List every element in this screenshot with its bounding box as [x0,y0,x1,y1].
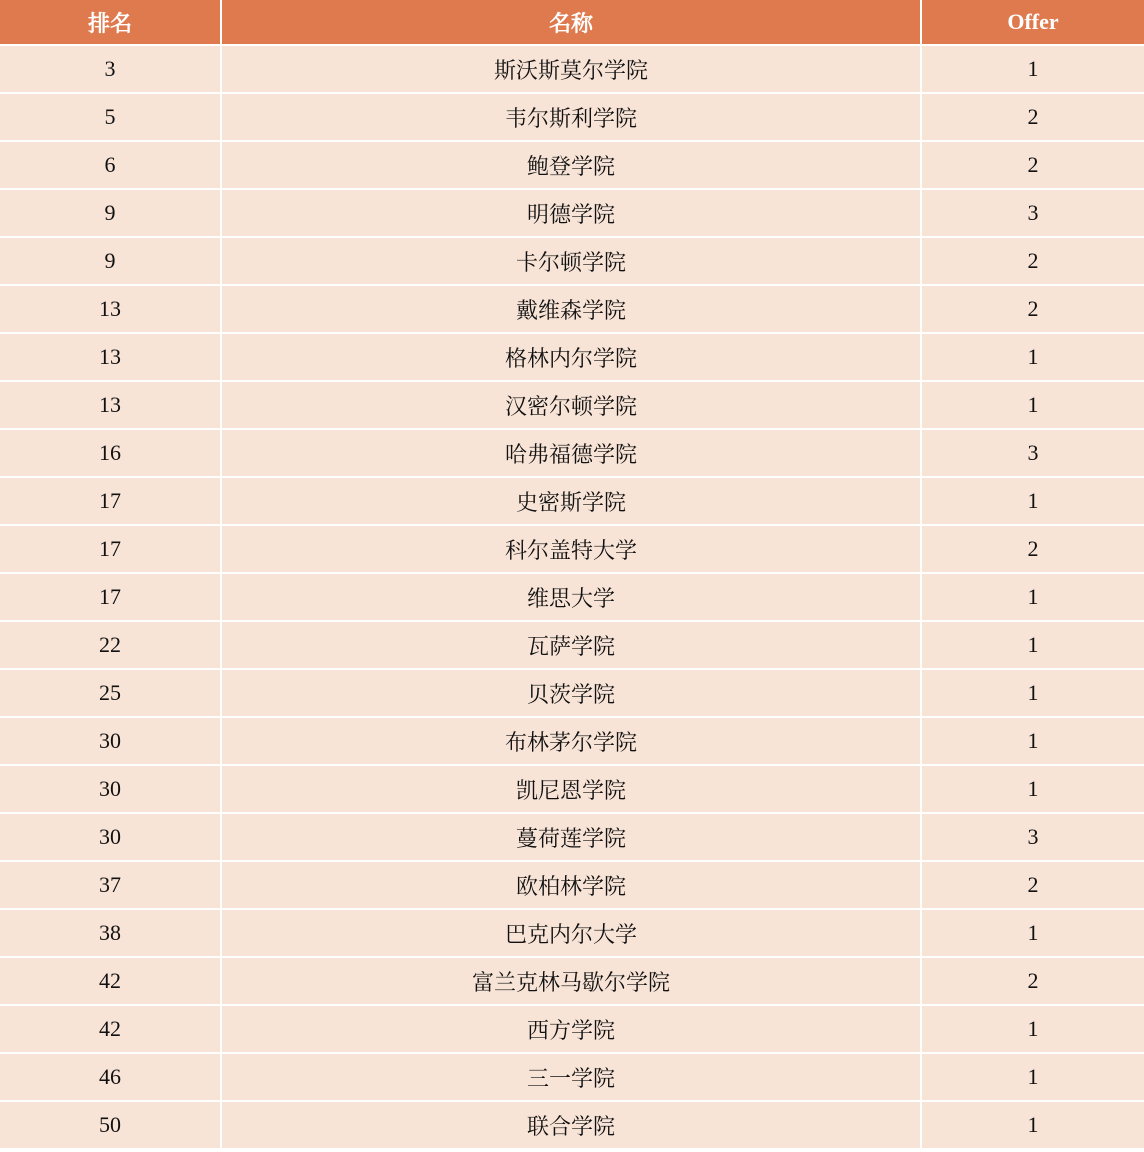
table-row [0,382,1144,430]
offer-cell: 1 [922,46,1144,94]
name-cell: 汉密尔顿学院 [222,382,922,430]
name-cell: 三一学院 [222,1054,922,1102]
name-cell: 富兰克林马歇尔学院 [222,958,922,1006]
offer-cell: 3 [922,430,1144,478]
name-cell: 贝茨学院 [222,670,922,718]
table-row [0,670,1144,718]
name-cell: 西方学院 [222,1006,922,1054]
rank-cell: 17 [0,574,222,622]
rank-cell: 42 [0,1006,222,1054]
rank-cell: 16 [0,430,222,478]
rank-cell: 17 [0,478,222,526]
offer-cell: 1 [922,1006,1144,1054]
offer-cell: 3 [922,814,1144,862]
name-cell: 史密斯学院 [222,478,922,526]
rank-cell: 22 [0,622,222,670]
rank-cell: 30 [0,766,222,814]
table-header [0,0,1144,46]
offer-cell: 2 [922,94,1144,142]
rank-cell: 42 [0,958,222,1006]
offer-cell: 1 [922,670,1144,718]
name-cell: 布林茅尔学院 [222,718,922,766]
name-cell: 鲍登学院 [222,142,922,190]
name-cell: 瓦萨学院 [222,622,922,670]
table-body [0,46,1144,1150]
rank-cell: 9 [0,190,222,238]
rank-cell: 37 [0,862,222,910]
offer-cell: 2 [922,958,1144,1006]
name-cell: 卡尔顿学院 [222,238,922,286]
offer-cell: 1 [922,1102,1144,1150]
table-row [0,46,1144,94]
header-rank: 排名 [0,0,222,46]
rank-cell: 46 [0,1054,222,1102]
rank-cell: 5 [0,94,222,142]
name-cell: 韦尔斯利学院 [222,94,922,142]
offer-cell: 1 [922,766,1144,814]
table-row [0,286,1144,334]
offer-cell: 2 [922,862,1144,910]
header-offer: Offer [922,0,1144,46]
table-row [0,190,1144,238]
offer-cell: 1 [922,478,1144,526]
table-row [0,1006,1144,1054]
table-row [0,814,1144,862]
name-cell: 科尔盖特大学 [222,526,922,574]
name-cell: 欧柏林学院 [222,862,922,910]
rank-cell: 13 [0,286,222,334]
offer-cell: 2 [922,526,1144,574]
name-cell: 巴克内尔大学 [222,910,922,958]
offer-cell: 1 [922,334,1144,382]
name-cell: 蔓荷莲学院 [222,814,922,862]
name-cell: 凯尼恩学院 [222,766,922,814]
offer-cell: 1 [922,574,1144,622]
header-name: 名称 [222,0,922,46]
rank-cell: 38 [0,910,222,958]
rank-cell: 30 [0,814,222,862]
rank-cell: 13 [0,382,222,430]
table-row [0,430,1144,478]
table-row [0,862,1144,910]
table-row [0,334,1144,382]
offer-cell: 1 [922,622,1144,670]
offer-cell: 2 [922,238,1144,286]
table-row [0,622,1144,670]
table-row [0,1054,1144,1102]
table-row [0,526,1144,574]
rank-cell: 6 [0,142,222,190]
offer-cell: 1 [922,382,1144,430]
name-cell: 斯沃斯莫尔学院 [222,46,922,94]
table-row [0,1102,1144,1150]
table-row [0,478,1144,526]
name-cell: 明德学院 [222,190,922,238]
table-row [0,574,1144,622]
rank-cell: 9 [0,238,222,286]
name-cell: 联合学院 [222,1102,922,1150]
table-row [0,766,1144,814]
name-cell: 戴维森学院 [222,286,922,334]
rank-cell: 25 [0,670,222,718]
rank-cell: 17 [0,526,222,574]
table-row [0,238,1144,286]
name-cell: 格林内尔学院 [222,334,922,382]
rank-cell: 50 [0,1102,222,1150]
table-row [0,94,1144,142]
name-cell: 哈弗福德学院 [222,430,922,478]
rank-cell: 3 [0,46,222,94]
rank-cell: 30 [0,718,222,766]
table-row [0,958,1144,1006]
offer-cell: 2 [922,286,1144,334]
offer-cell: 2 [922,142,1144,190]
rank-cell: 13 [0,334,222,382]
header-row [0,0,1144,46]
offer-cell: 1 [922,910,1144,958]
table-row [0,718,1144,766]
offer-cell: 1 [922,718,1144,766]
offer-cell: 3 [922,190,1144,238]
name-cell: 维思大学 [222,574,922,622]
table-row [0,142,1144,190]
offer-cell: 1 [922,1054,1144,1102]
table-row [0,910,1144,958]
